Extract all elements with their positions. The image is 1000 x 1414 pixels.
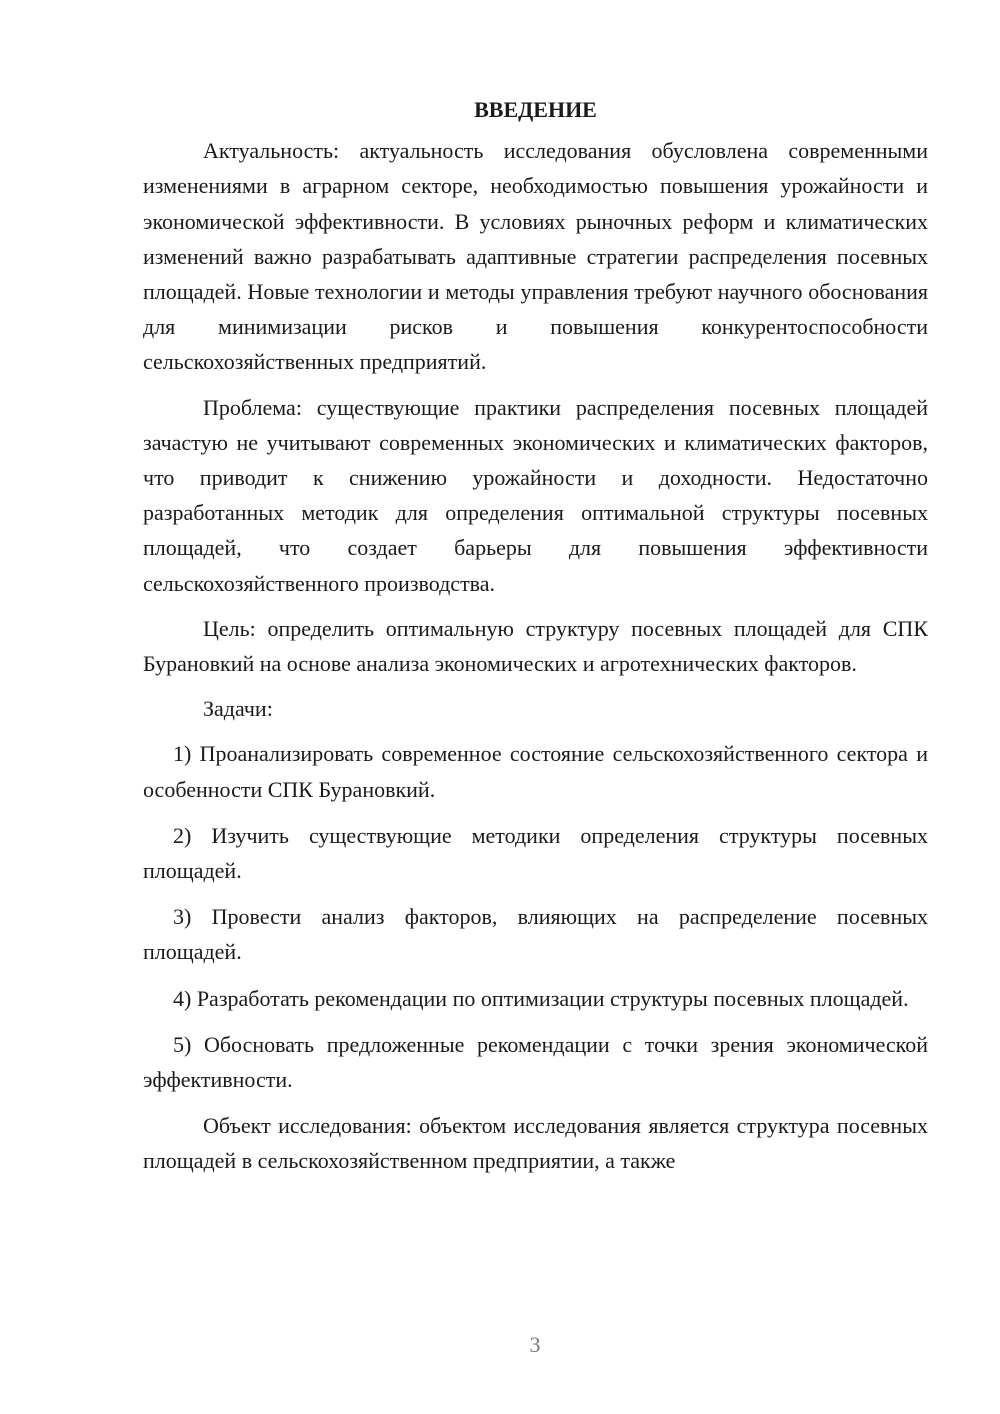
task-item: 1) Проанализировать современное состояние сельскохозяйственного сектора и особенности СПК Бурановкий. <box>143 741 928 802</box>
task-item: 5) Обосновать предложенные рекомендации с точки зрения экономической эффективности. <box>143 1031 928 1093</box>
paragraph-goal: Цель: определить оптимальную структуру посевных площадей для СПК Бурановкий на основе анализа экономических и агротехнических факторов. <box>143 615 928 677</box>
task-item: 3) Провести анализ факторов, влияющих на распределение посевных площадей. <box>143 904 928 965</box>
document-page <box>143 92 928 1179</box>
task-item: 2) Изучить существующие методики определения структуры посевных площадей. <box>143 822 928 884</box>
paragraph-relevance: Актуальность: актуальность исследования обусловлена современными изменениями в аграрном секторе, необходимостью повышения урожайности и экономической эффективности. В условиях рыночных реформ и климатических изменений важно разрабатывать адаптивные стратегии распределения посевных площадей. Новые технологии и методы управления требуют научного обоснования для минимизации рисков и повышения конкурентоспособности сельскохозяйственных предприятий. <box>143 138 928 375</box>
paragraph-problem: Проблема: существующие практики распределения посевных площадей зачастую не учитывают современных экономических и климатических факторов, что приводит к снижению урожайности и доходности. Недостаточно разработанных методик для определения оптимальной структуры посевных площадей, что создает барьеры для повышения эффективности сельскохозяйственного производства. <box>143 394 928 596</box>
task-item: 4) Разработать рекомендации по оптимизации структуры посевных площадей. <box>173 985 909 1011</box>
page-number: 3 <box>529 1332 541 1357</box>
paragraph-object: Объект исследования: объектом исследования является структура посевных площадей в сельскохозяйственном предприятии, а также <box>143 1113 928 1174</box>
tasks-label: Задачи: <box>203 696 273 722</box>
section-heading: ВВЕДЕНИЕ <box>474 97 597 122</box>
